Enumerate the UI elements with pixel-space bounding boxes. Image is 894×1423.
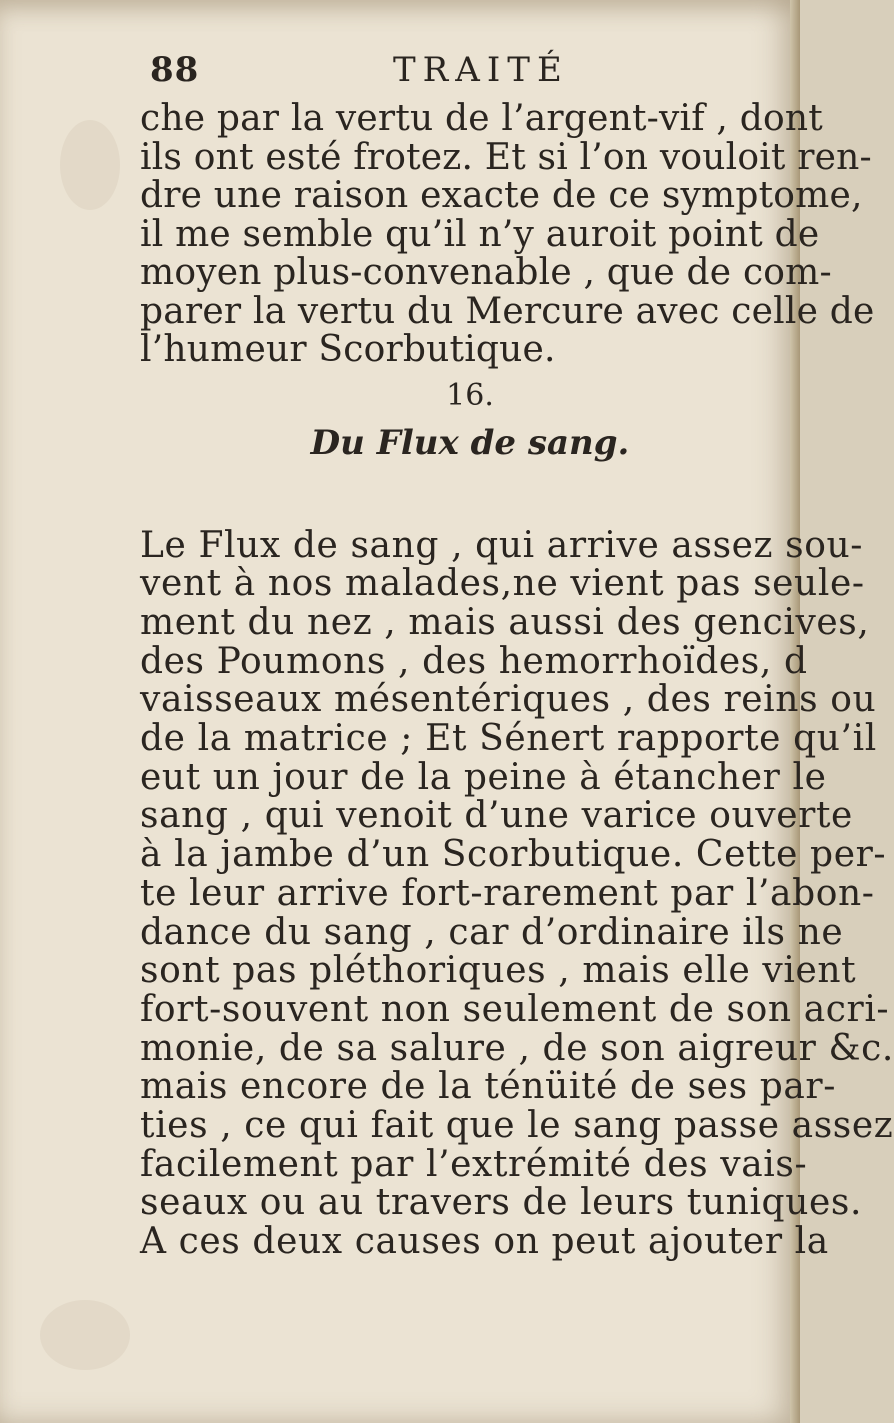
text-line: à la jambe d’un Scorbutique. Cette per- [140,834,887,876]
text-line: facilement par l’extrémité des vais- [140,1143,808,1185]
text-line: sang , qui venoit d’une varice ouverte [140,795,853,837]
text-line: te leur arrive fort-rarement par l’abon- [140,872,875,914]
section-title: Du Flux de sang. [310,422,630,463]
text-line: l’humeur Scorbutique. [140,329,556,370]
page-number: 88 [150,50,200,90]
text-line: Le Flux de sang , qui arrive assez sou- [140,524,864,566]
text-line: sont pas pléthoriques , mais elle vient [140,950,857,992]
paragraph-1 [140,98,875,370]
paper-stain [40,1300,130,1370]
text-line: dance du sang , car d’ordinaire ils ne [140,911,844,953]
text-line: dre une raison exacte de ce symptome, [140,175,863,216]
text-line: fort-souvent non seulement de son acri- [140,988,890,1030]
paper-stain [60,120,120,210]
text-line: seaux ou au travers de leurs tuniques. [140,1182,863,1224]
text-line: moyen plus-convenable , que de com- [140,252,832,293]
text-line: ties , ce qui fait que le sang passe assez [140,1105,894,1147]
text-line: mais encore de la ténüité de ses par- [140,1066,836,1108]
text-line: de la matrice ; Et Sénert rapporte qu’il [140,718,877,760]
section-number: 16. [446,377,494,413]
text-line: monie, de sa salure , de son aigreur &c. [140,1027,894,1069]
paragraph-2 [140,524,894,1263]
text-line: ils ont esté frotez. Et si l’on vouloit ren- [140,136,872,178]
text-line: vent à nos malades,ne vient pas seule- [140,563,865,605]
running-title: TRAITÉ [393,50,569,90]
text-line: des Poumons , des hemorrhoïdes, d [140,640,808,682]
text-line: vaisseaux mésentériques , des reins ou [140,679,877,721]
text-line: parer la vertu du Mercure avec celle de [140,290,875,332]
text-line: il me semble qu’il n’y auroit point de [140,213,820,255]
text-line: A ces deux causes on peut ajouter la [140,1221,829,1263]
text-line: che par la vertu de l’argent-vif , dont [140,98,823,139]
page-header [140,40,795,100]
text-line: ment du nez , mais aussi des gencives, [140,601,870,643]
text-line: eut un jour de la peine à étancher le [140,756,827,798]
text-block [140,40,894,1263]
